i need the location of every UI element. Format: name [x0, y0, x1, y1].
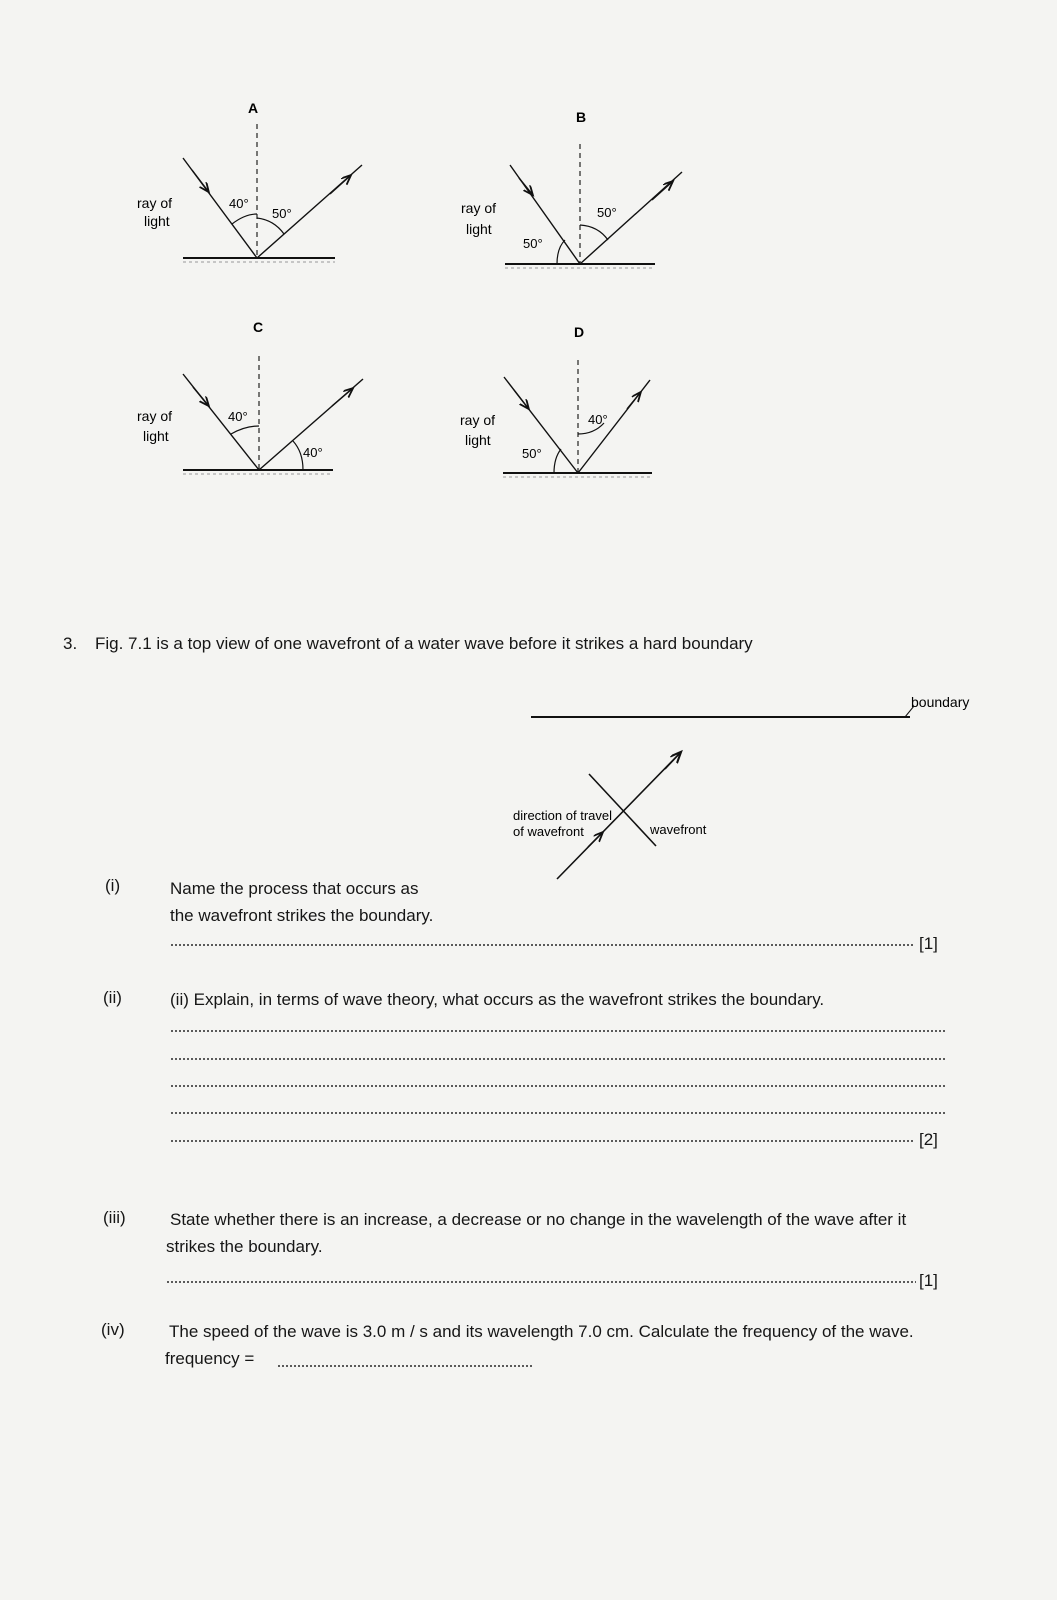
part-iii-mark: [1] [919, 1271, 938, 1290]
part-i-mark: [1] [919, 934, 938, 953]
diagram-d [460, 324, 652, 477]
diagram-b-label: B [575, 109, 587, 125]
answer-line-i[interactable] [170, 944, 915, 946]
part-iv-line-2: frequency = [165, 1349, 255, 1368]
diagram-d-ray-label-2: light [465, 432, 491, 448]
boundary-label: boundary [911, 694, 970, 710]
diagram-a [137, 100, 362, 262]
diagram-c-angle-2: 40° [303, 445, 323, 460]
answer-line-ii-3[interactable] [170, 1085, 945, 1087]
reflection-diagrams [0, 0, 1057, 500]
part-ii-number: (ii) [103, 988, 122, 1007]
part-i-line-2: the wavefront strikes the boundary. [170, 906, 434, 925]
part-i-line-1: Name the process that occurs as [170, 879, 419, 898]
wavefront-figure [0, 680, 1057, 880]
diagram-c [137, 319, 363, 474]
diagram-b [461, 109, 682, 268]
frequency-answer-line[interactable] [277, 1365, 532, 1367]
part-iii-number: (iii) [103, 1208, 126, 1227]
diagram-b-ray-label-2: light [466, 221, 492, 237]
diagram-b-angle-1: 50° [523, 236, 543, 251]
diagram-d-angle-1: 50° [522, 446, 542, 461]
diagram-b-ray-label-1: ray of [461, 200, 497, 216]
direction-label-1: direction of travel [513, 808, 612, 823]
part-i-number: (i) [105, 876, 121, 895]
diagram-d-ray-label-1: ray of [460, 412, 496, 428]
diagram-d-angle-2: 40° [588, 412, 608, 427]
diagram-d-label: D [573, 324, 585, 340]
answer-line-iii[interactable] [166, 1281, 916, 1283]
diagram-a-label: A [247, 100, 259, 116]
answer-line-ii-2[interactable] [170, 1058, 945, 1060]
answer-line-ii-1[interactable] [170, 1030, 945, 1032]
answer-line-ii-5[interactable] [170, 1140, 915, 1142]
part-iv-number: (iv) [101, 1320, 125, 1339]
diagram-b-angle-2: 50° [597, 205, 617, 220]
answer-line-ii-4[interactable] [170, 1112, 945, 1114]
diagram-c-ray-label-1: ray of [137, 408, 173, 424]
diagram-a-ray-label-2: light [144, 213, 170, 229]
diagram-a-ray-label-1: ray of [137, 195, 173, 211]
diagram-a-angle-1: 40° [229, 196, 249, 211]
diagram-a-angle-2: 50° [272, 206, 292, 221]
part-ii-mark: [2] [919, 1130, 938, 1149]
question-intro: Fig. 7.1 is a top view of one wavefront of a water wave before it strikes a hard boundary [95, 634, 753, 653]
part-ii-line-1: (ii) Explain, in terms of wave theory, what occurs as the wavefront strikes the boundary. [170, 990, 825, 1009]
part-iii-line-2: strikes the boundary. [166, 1237, 323, 1256]
direction-label-2: of wavefront [513, 824, 584, 839]
part-iii-line-1: State whether there is an increase, a decrease or no change in the wavelength of the wave after it [170, 1210, 907, 1229]
diagram-c-label: C [252, 319, 264, 335]
wavefront-label: wavefront [650, 822, 707, 837]
part-iv-line-1: The speed of the wave is 3.0 m / s and its wavelength 7.0 cm. Calculate the frequency of the wave. [169, 1322, 914, 1341]
diagram-c-angle-1: 40° [228, 409, 248, 424]
question-number: 3. [63, 634, 78, 653]
diagram-c-ray-label-2: light [143, 428, 169, 444]
